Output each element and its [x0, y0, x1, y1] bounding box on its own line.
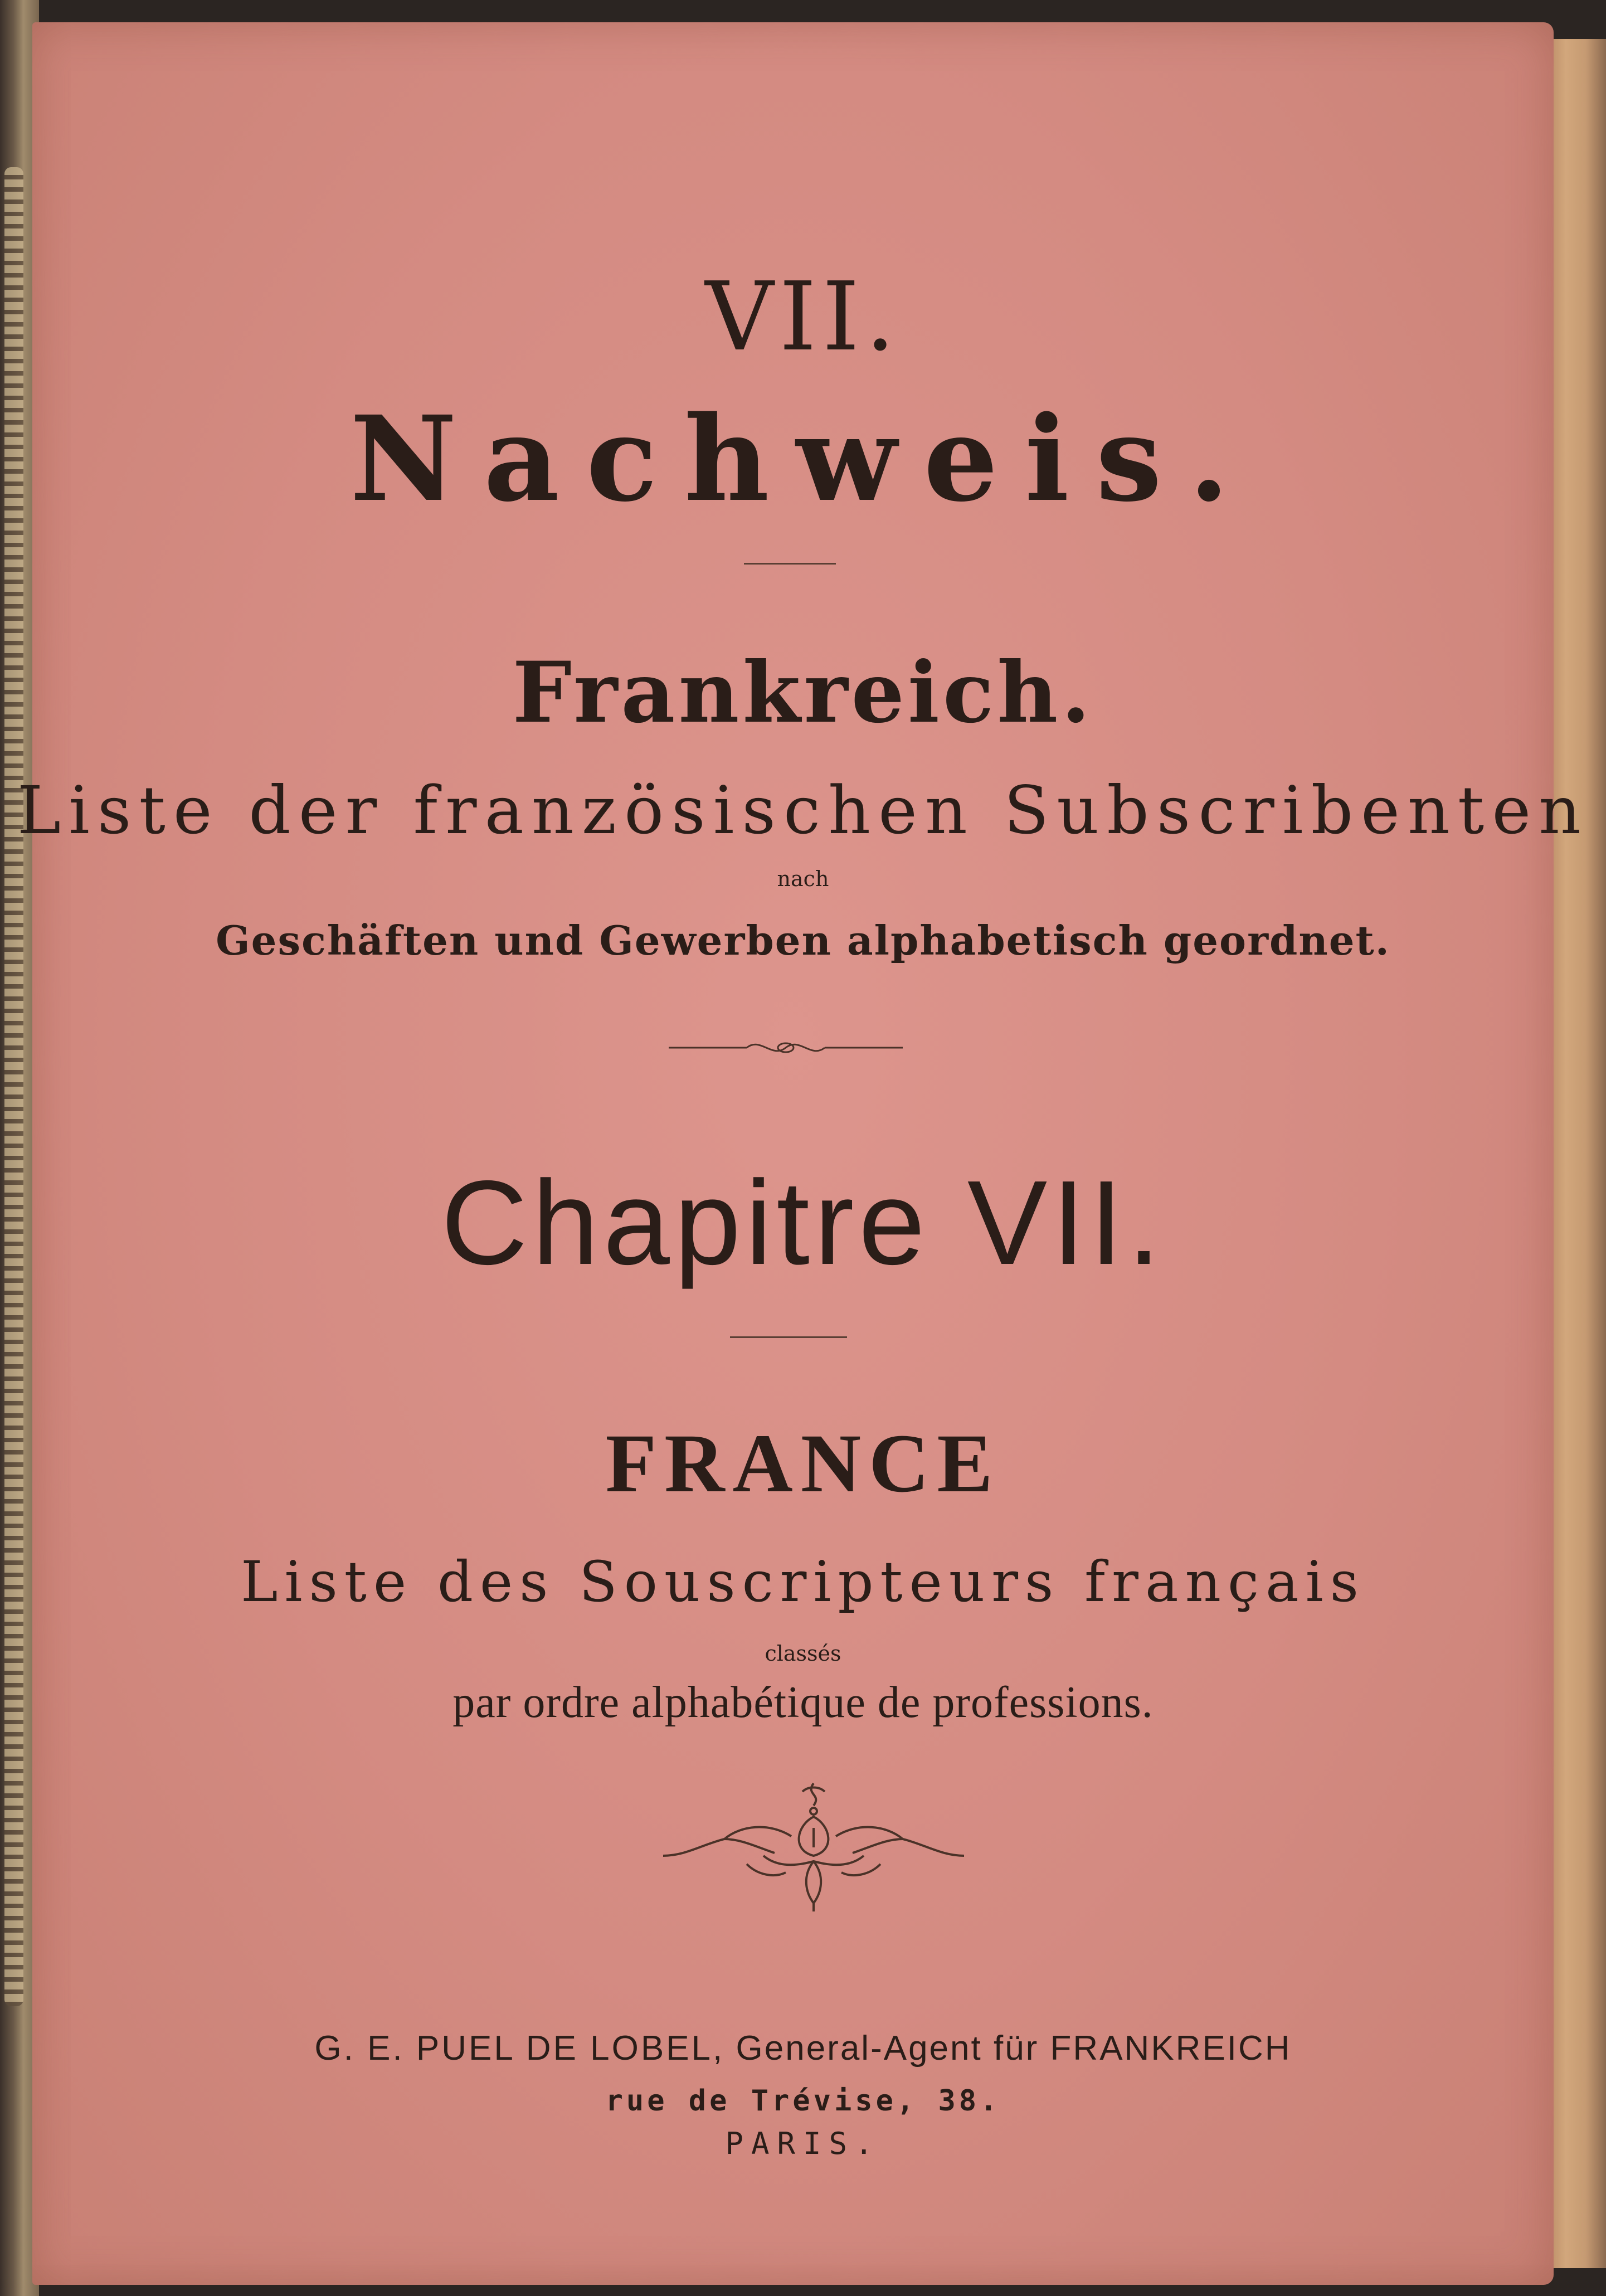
publisher-city: PARIS.: [725, 2126, 881, 2161]
subtitle-de: Liste der französischen Subscribenten: [17, 772, 1589, 849]
publisher-street: rue de Trévise, 38.: [605, 2084, 1001, 2118]
connector-de: nach: [777, 867, 829, 891]
section-numeral: VII.: [705, 262, 901, 372]
country-heading-de: Frankreich.: [512, 644, 1094, 742]
country-heading-fr: FRANCE: [605, 1417, 1001, 1510]
small-flourish-divider: [669, 1034, 903, 1062]
chapter-heading: Chapitre VII.: [441, 1155, 1165, 1290]
ordering-de: Geschäften und Gewerben alphabetisch geordnet.: [216, 917, 1390, 964]
divider-rule-2: [730, 1336, 847, 1338]
title-nachweis: Nachweis.: [349, 390, 1257, 528]
decorative-vignette: [663, 1772, 964, 1917]
subtitle-fr: Liste des Souscripteurs français: [241, 1549, 1365, 1614]
divider-rule-1: [744, 563, 836, 565]
publisher-line: [0, 2029, 1606, 2068]
publisher-name: G. E. PUEL DE LOBEL,: [314, 2029, 725, 2068]
publisher-role: General-Agent für FRANKREICH: [736, 2029, 1292, 2068]
connector-fr: classés: [765, 1641, 841, 1666]
ordering-fr: par ordre alphabétique de professions.: [452, 1678, 1154, 1727]
